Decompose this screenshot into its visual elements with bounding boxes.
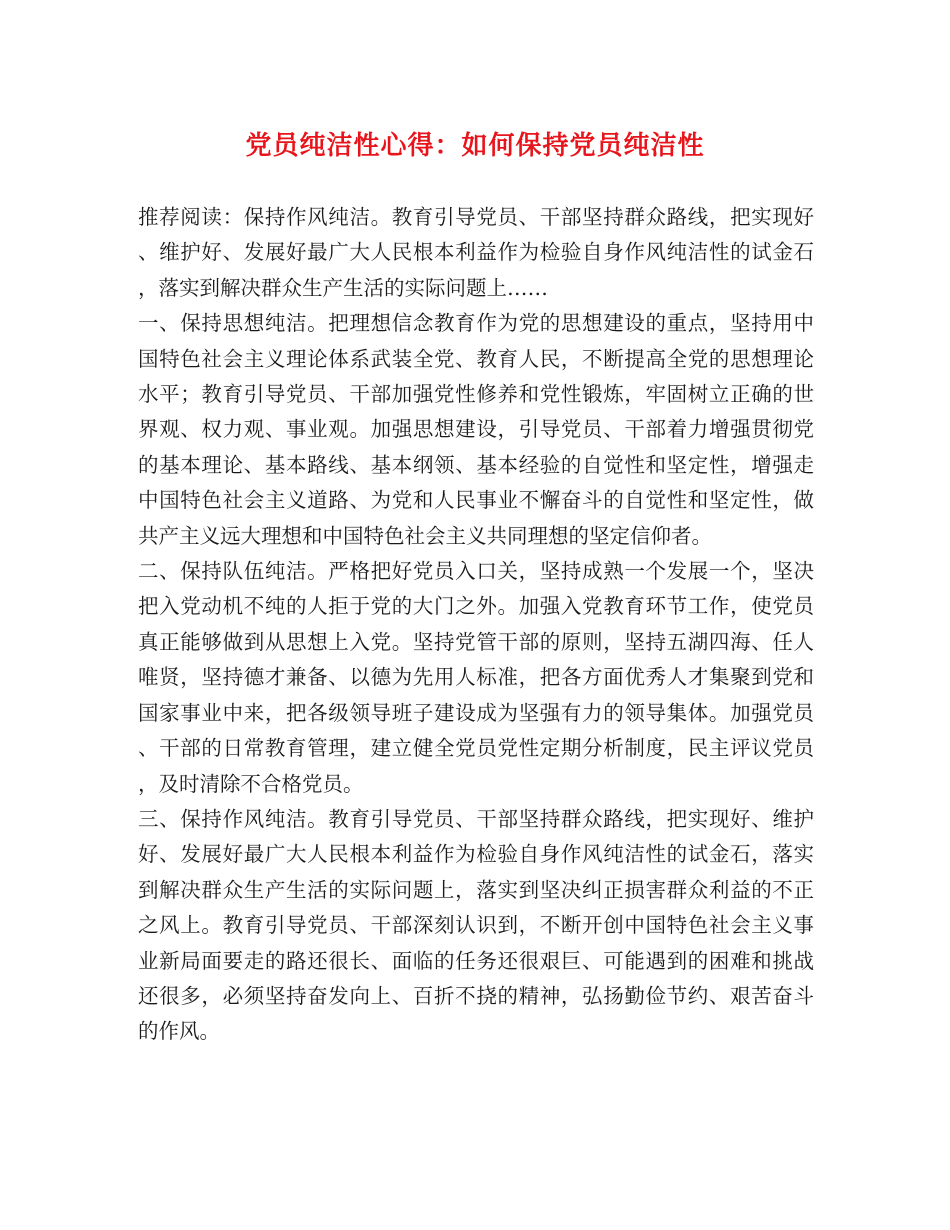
- paragraph-style-purity: 三、保持作风纯洁。教育引导党员、干部坚持群众路线，把实现好、维护好、发展好最广大人民根本利益作为检验自身作风纯洁性的试金石，落实到解决群众生产生活的实际问题上，落实到坚决纠正损害群众利益的不正之风上。教育引导党员、干部深刻认识到，不断开创中国特色社会主义事业新局面要走的路还很长、面临的任务还很艰巨、可能遇到的困难和挑战还很多，必须坚持奋发向上、百折不挠的精神，弘扬勤俭节约、艰苦奋斗的作风。: [138, 806, 814, 1044]
- paragraph-team-purity: 二、保持队伍纯洁。严格把好党员入口关，坚持成熟一个发展一个，坚决把入党动机不纯的人拒于党的大门之外。加强入党教育环节工作，使党员真正能够做到从思想上入党。坚持党管干部的原则，坚持五湖四海、任人唯贤，坚持德才兼备、以德为先用人标准，把各方面优秀人才集聚到党和国家事业中来，把各级领导班子建设成为坚强有力的领导集体。加强党员、干部的日常教育管理，建立健全党员党性定期分析制度，民主评议党员，及时清除不合格党员。: [138, 559, 814, 796]
- paragraph-intro: 推荐阅读：保持作风纯洁。教育引导党员、干部坚持群众路线，把实现好、维护好、发展好最广大人民根本利益作为检验自身作风纯洁性的试金石，落实到解决群众生产生活的实际问题上……: [138, 205, 814, 300]
- document-body: [138, 200, 814, 1050]
- document-title: 党员纯洁性心得：如何保持党员纯洁性: [245, 131, 705, 161]
- paragraph-thought-purity: 一、保持思想纯洁。把理想信念教育作为党的思想建设的重点，坚持用中国特色社会主义理论体系武装全党、教育人民，不断提高全党的思想理论水平；教育引导党员、干部加强党性修养和党性锻炼，牢固树立正确的世界观、权力观、事业观。加强思想建设，引导党员、干部着力增强贯彻党的基本理论、基本路线、基本纲领、基本经验的自觉性和坚定性，增强走中国特色社会主义道路、为党和人民事业不懈奋斗的自觉性和坚定性，做共产主义远大理想和中国特色社会主义共同理想的坚定信仰者。: [138, 311, 814, 548]
